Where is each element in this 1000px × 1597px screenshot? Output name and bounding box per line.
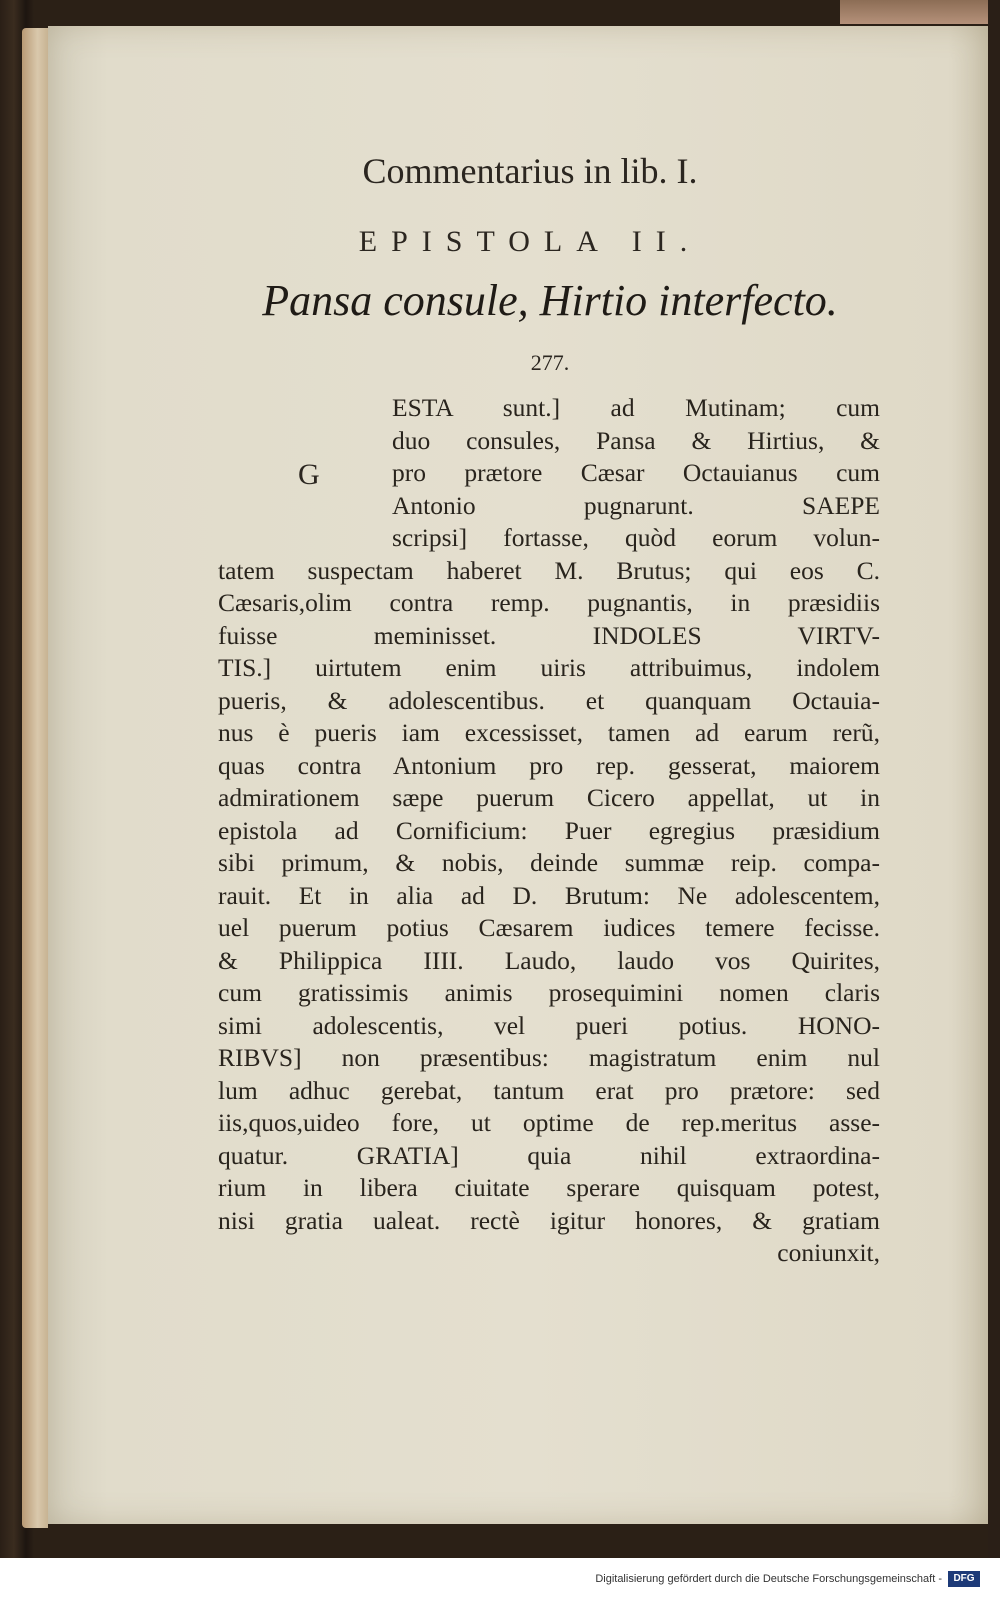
drop-initial: G [298,458,320,491]
text-line: iis,quos,uideo fore, ut optime de rep.meritus asse- [218,1108,880,1137]
footer-credit: Digitalisierung gefördert durch die Deutsche Forschungsgemeinschaft - [595,1573,942,1585]
text-line: admirationem sæpe puerum Cicero appellat, ut in [218,783,880,812]
text-line: lum adhuc gerebat, tantum erat pro prætore: sed [218,1075,880,1105]
page-edges [22,28,48,1528]
text-line: rauit. Et in alia ad D. Brutum: Ne adolescentem, [218,880,880,910]
folio-number: 277. [530,350,570,375]
text-line: pro prætore Cæsar Octauianus cum [392,458,880,487]
text-line: ESTA sunt.] ad Mutinam; cum [392,393,880,422]
text-line: rium in libera ciuitate sperare quisquam potest, [218,1173,880,1202]
text-line: epistola ad Cornificium: Puer egregius præsidium [218,815,880,845]
top-binding [840,0,996,24]
text-line: tatem suspectam haberet M. Brutus; qui eos C. [218,555,880,585]
dfg-logo: DFG [948,1571,980,1587]
running-head: Commentarius in lib. I. [362,151,698,191]
text-line: uel puerum potius Cæsarem iudices temere fecisse. [218,913,880,942]
letter-title: Pansa consule, Hirtio interfecto. [262,276,838,325]
right-edge [988,0,1000,1558]
text-line: sibi primum, & nobis, deinde summæ reip. compa- [218,848,880,877]
text-line: simi adolescentis, vel pueri potius. HONO- [218,1010,880,1040]
text-line: nus è pueris iam excessisset, tamen ad earum rerũ, [218,718,880,747]
text-line: Antonio pugnarunt. SAEPE [392,490,880,520]
commentary-text [218,392,880,1270]
text-line: quatur. GRATIA] quia nihil extraordina- [218,1140,880,1170]
text-line: fuisse meminisset. INDOLES VIRTV- [218,620,880,650]
text-line: RIBVS] non præsentibus: magistratum enim nul [218,1043,880,1072]
epistola-heading: EPISTOLA II. [358,225,702,258]
text-line: TIS.] uirtutem enim uiris attribuimus, indolem [218,653,880,682]
catchword: coniunxit, [777,1238,880,1267]
text-line: scripsi] fortasse, quòd eorum volun- [392,523,880,552]
text-line: cum gratissimis animis prosequimini nomen claris [218,978,880,1007]
text-line: Cæsaris,olim contra remp. pugnantis, in præsidiis [218,588,880,617]
text-line: & Philippica IIII. Laudo, laudo vos Quirites, [218,945,880,975]
text-line: quas contra Antonium pro rep. gesserat, maiorem [218,750,880,780]
text-line: nisi gratia ualeat. rectè igitur honores, & gratiam [218,1205,880,1235]
text-line: pueris, & adolescentibus. et quanquam Octauia- [218,685,880,715]
text-line: duo consules, Pansa & Hirtius, & [392,425,880,455]
